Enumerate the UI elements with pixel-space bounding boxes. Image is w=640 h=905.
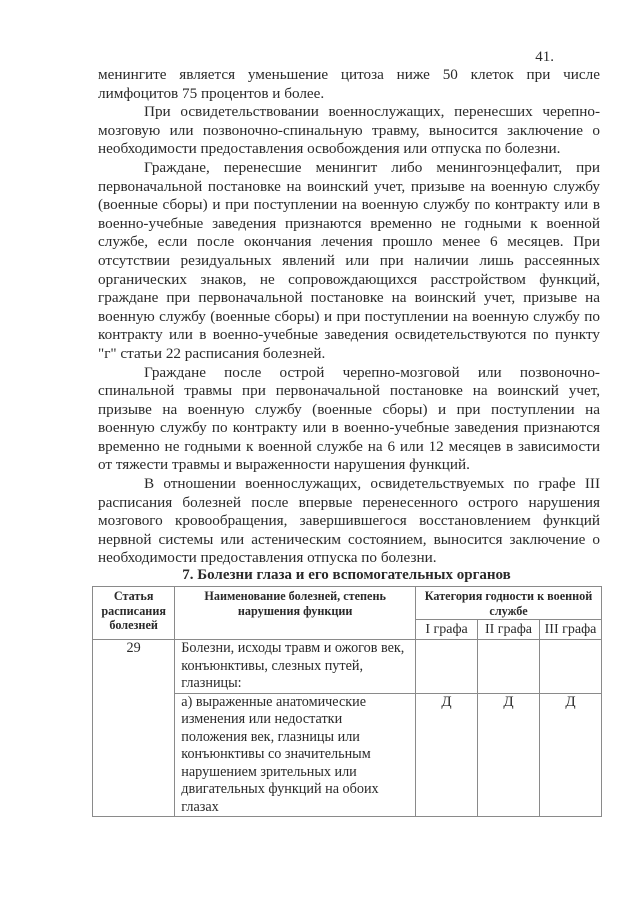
paragraph: Граждане после острой черепно-мозговой или позвоночно-спинальной травмы при первоначальной постановке на воинский учет, призыве на военную службу (военные сборы) и при поступлении на военную службу по контракту или в военно-учебные заведения признаются временно не годными к военной службе на 6 или 12 месяцев в зависимости от тяжести травмы и выраженности нарушения функций. — [98, 363, 600, 474]
category-cell — [478, 640, 540, 694]
header-column-2: II графа — [478, 620, 540, 640]
paragraph: менингите является уменьшение цитоза ниже 50 клеток при числе лимфоцитов 75 процентов и более. — [98, 66, 600, 102]
table-row — [93, 640, 602, 694]
header-column-3: III графа — [539, 620, 601, 640]
category-cell: Д — [416, 693, 478, 817]
page-number: 41. — [535, 49, 554, 65]
disease-name: а) выраженные анатомические изменения или недостатки положения век, глазницы или конъюнктивы со значительным нарушением зрительных или двигательных функций на обоих глазах — [175, 693, 416, 817]
disease-schedule-table — [92, 586, 602, 817]
category-cell: Д — [539, 693, 601, 817]
body-text — [98, 66, 600, 568]
category-cell — [416, 640, 478, 694]
category-cell: Д — [478, 693, 540, 817]
paragraph: Граждане, перенесшие менингит либо менингоэнцефалит, при первоначальной постановке на воинский учет, призыве на военную службу (военные сборы) и при поступлении на военную службу по контракту или в военно-учебные заведения признаются временно не годными к военной службе, если после окончания лечения прошло менее 6 месяцев. При отсутствии резидуальных явлений или при наличии лишь рассеянных органических знаков, не сопровождающихся расстройством функций, граждане при первоначальной постановке на воинский учет, призыве на военную службу (военные сборы) и при поступлении на военную службу по контракту или в военно-учебные заведения освидетельствуются по пункту "г" статьи 22 расписания болезней. — [98, 158, 600, 362]
header-fitness-category: Категория годности к военной службе — [416, 587, 602, 620]
section-title: 7. Болезни глаза и его вспомогательных органов — [182, 567, 511, 583]
header-disease-name: Наименование болезней, степень нарушения функции — [175, 587, 416, 640]
paragraph: При освидетельствовании военнослужащих, перенесших черепно-мозговую или позвоночно-спинальную травму, выносится заключение о необходимости предоставления освобождения или отпуска по болезни. — [98, 103, 600, 158]
category-cell — [539, 640, 601, 694]
header-article: Статья расписания болезней — [93, 587, 175, 640]
disease-name: Болезни, исходы травм и ожогов век, конъюнктивы, слезных путей, глазницы: — [175, 640, 416, 694]
article-number: 29 — [93, 640, 175, 817]
paragraph: В отношении военнослужащих, освидетельствуемых по графе III расписания болезней после впервые перенесенного острого нарушения мозгового кровообращения, завершившегося восстановлением функций нервной системы или астеническим состоянием, выносится заключение о необходимости предоставления отпуска по болезни. — [98, 475, 600, 567]
header-column-1: I графа — [416, 620, 478, 640]
